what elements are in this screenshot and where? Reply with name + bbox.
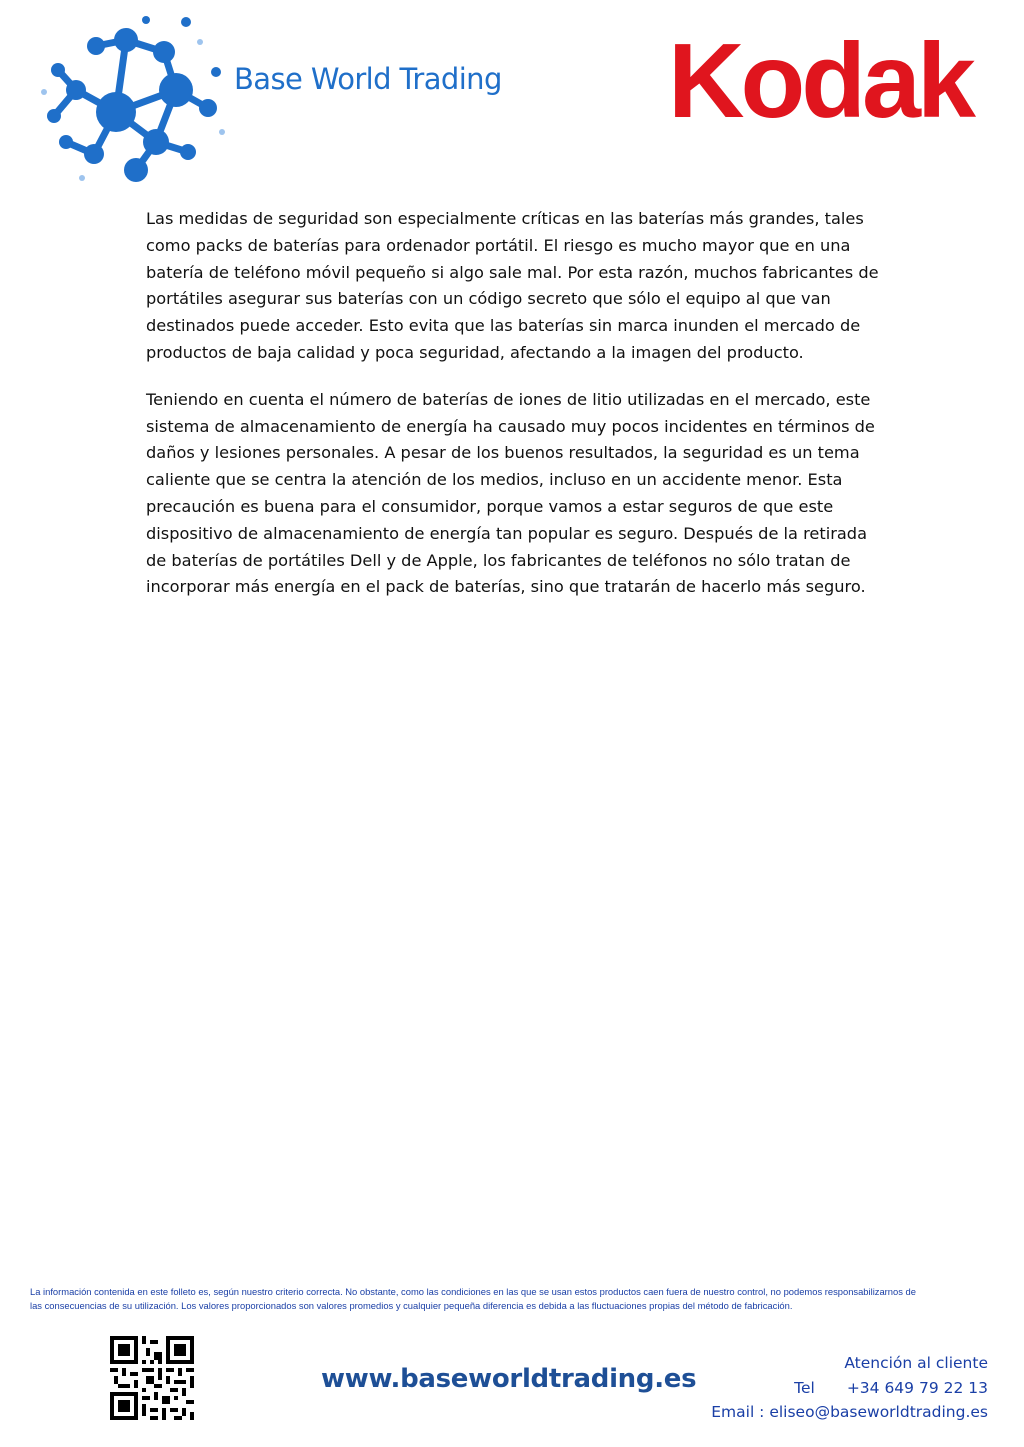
contact-email[interactable]: Email : eliseo@baseworldtrading.es [711, 1403, 988, 1421]
tel-label: Tel [794, 1378, 815, 1397]
paragraph-1: Las medidas de seguridad son especialmente críticas en las baterías más grandes, tales como packs de baterías para ordenador portátil. El riesgo es mucho mayor que en una batería de teléfono móvil pequeño si algo sale mal. Por esta razón, muchos fabricantes de portátiles asegurar sus baterías con un código secreto que sólo el equipo al que van destinados puede acceder. Esto evita que las baterías sin marca inunden el mercado de productos de baja calidad y poca seguridad, afectando a la imagen del producto. [146, 209, 879, 362]
tel-number[interactable]: +34 649 79 22 13 [846, 1378, 988, 1397]
disclaimer-line-1: La información contenida en este folleto es, según nuestro criterio correcta. No obstante, como las condiciones en las que se usan estos productos caen fuera de nuestro control, no podemos responsabilizarnos de [30, 1286, 916, 1297]
base-world-trading-logo-icon [36, 12, 236, 190]
contact-title: Atención al cliente [844, 1354, 988, 1372]
legal-disclaimer [30, 1285, 1020, 1312]
contact-phone [711, 1376, 988, 1401]
brand-name: Base World Trading [234, 62, 502, 96]
kodak-logo: Kodak [668, 22, 972, 140]
website-link[interactable]: www.baseworldtrading.es [321, 1364, 697, 1394]
disclaimer-line-2: las consecuencias de su utilización. Los valores proporcionados son valores promedios y cualquier pequeña diferencia es debida a las fluctuaciones propias del método de fabricación. [30, 1299, 793, 1311]
qr-code-icon [110, 1336, 194, 1420]
article-body [146, 206, 886, 621]
paragraph-2: Teniendo en cuenta el número de baterías de iones de litio utilizadas en el mercado, este sistema de almacenamiento de energía ha causado muy pocos incidentes en términos de daños y lesiones personales. A pesar de los buenos resultados, la seguridad es un tema caliente que se centra la atención de los medios, incluso en un accidente menor. Esta precaución es buena para el consumidor, porque vamos a estar seguros de que este dispositivo de almacenamiento de energía tan popular es seguro. Después de la retirada de baterías de portátiles Dell y de Apple, los fabricantes de teléfonos no sólo tratan de incorporar más energía en el pack de baterías, sino que tratarán de hacerlo más seguro. [146, 389, 875, 597]
customer-contact [711, 1351, 988, 1425]
